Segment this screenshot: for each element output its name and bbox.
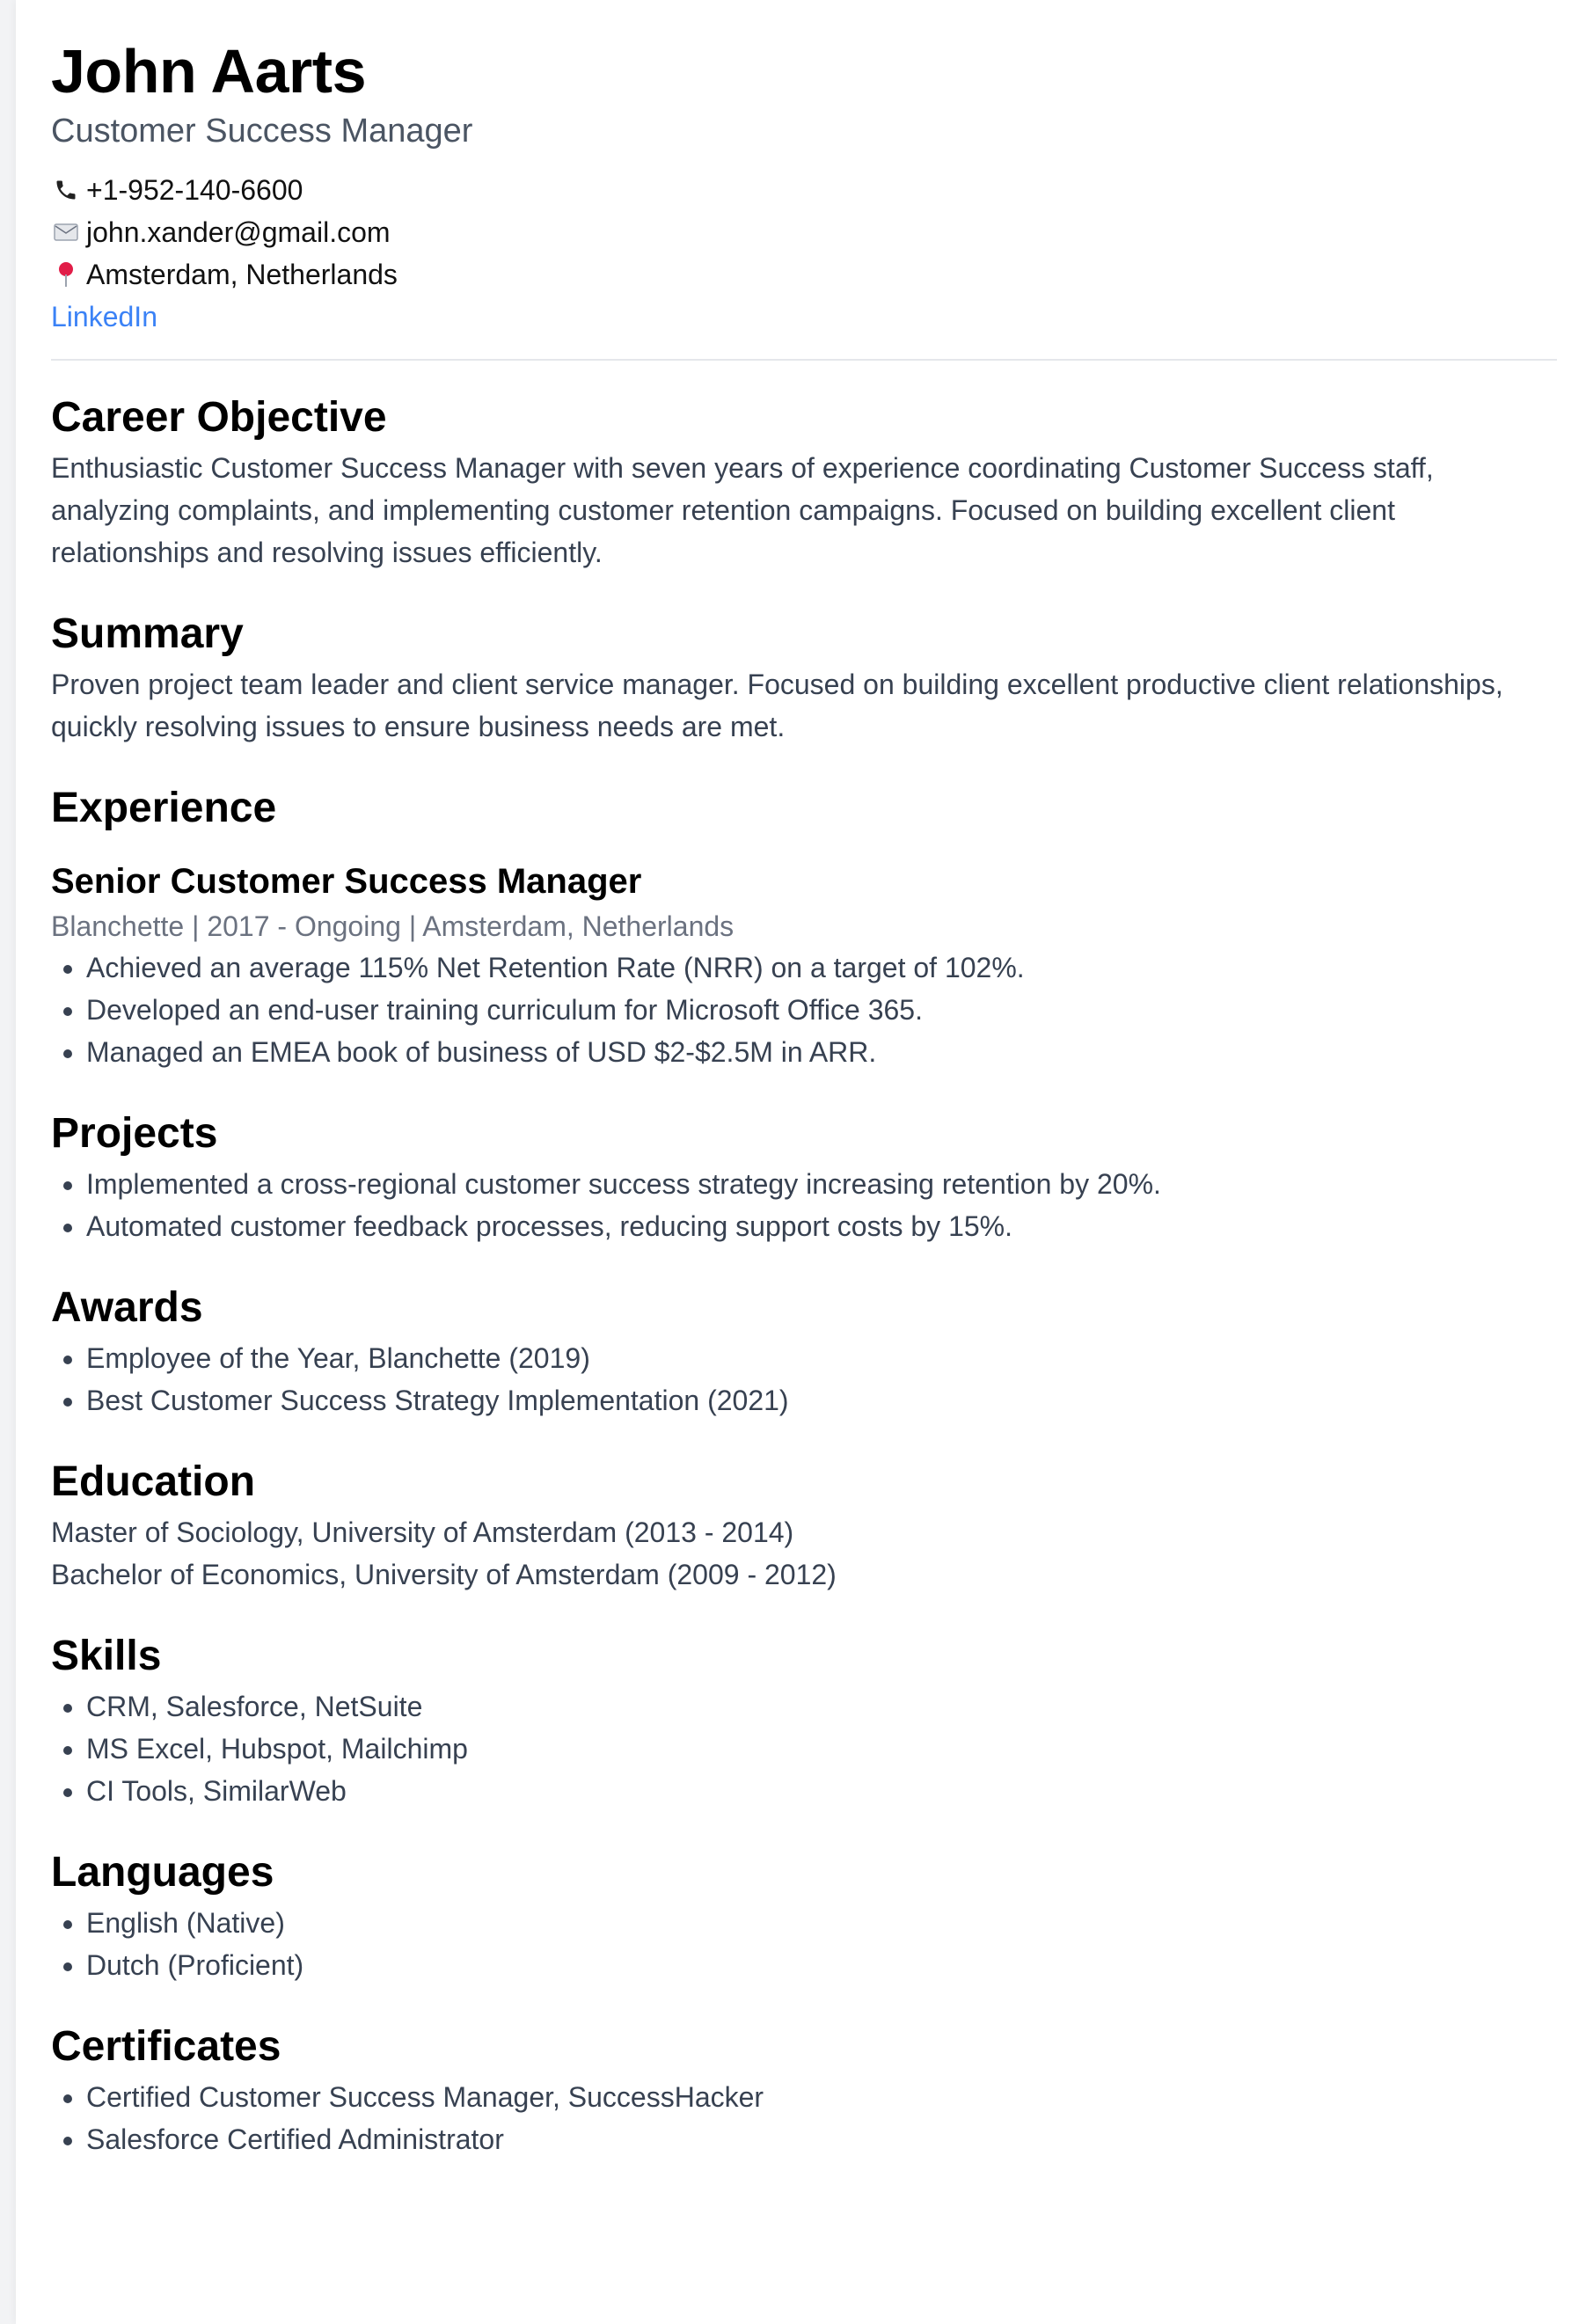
awards-section [51,1283,1557,1421]
contact-phone-text: +1-952-140-6600 [86,174,303,206]
list-item: • Developed an end-user training curriculum for Microsoft Office 365. [86,989,1557,1031]
career-objective-section [51,392,1557,574]
contact-location-text: Amsterdam, Netherlands [86,259,398,290]
list-item: • Employee of the Year, Blanchette (2019) [86,1337,1557,1379]
career-objective-text: Enthusiastic Customer Success Manager with seven years of experience coordinating Customer Success staff, analyzing complaints, and implementing customer retention campaigns. Focused on building excellent client relationships and resolving issues efficiently. [51,452,1434,568]
list-item: • Salesforce Certified Administrator [86,2118,1557,2160]
candidate-title: Customer Success Manager [51,113,473,150]
list-item: • Certified Customer Success Manager, SuccessHacker [86,2076,1557,2118]
section-heading: Education [51,1458,256,1505]
list-item: • CI Tools, SimilarWeb [86,1770,1557,1812]
experience-role [51,859,1557,1073]
experience-section [51,783,1557,1073]
resume-header [51,35,1557,338]
section-heading: Languages [51,1849,274,1896]
languages-section [51,1847,1557,1986]
header-divider [51,359,1557,361]
section-heading: Skills [51,1633,162,1679]
list-item: • Achieved an average 115% Net Retention Rate (NRR) on a target of 102%. [86,946,1557,989]
contact-email [51,211,1557,253]
role-title: Senior Customer Success Manager [51,862,642,901]
list-item: • Automated customer feedback processes, reducing support costs by 15%. [86,1205,1557,1247]
location-pin-icon [51,259,81,289]
section-heading: Career Objective [51,394,387,441]
candidate-name: John Aarts [51,37,367,106]
awards-list [51,1337,1557,1421]
education-section [51,1457,1557,1596]
list-item: • Dutch (Proficient) [86,1944,1557,1986]
certificates-list [51,2076,1557,2160]
list-item: • MS Excel, Hubspot, Mailchimp [86,1728,1557,1770]
section-heading: Awards [51,1284,203,1331]
projects-list [51,1163,1557,1247]
list-item: • English (Native) [86,1902,1557,1944]
resume-page [16,0,1586,2324]
languages-list [51,1902,1557,1986]
email-icon [51,217,81,247]
role-bullets [51,946,1557,1073]
phone-icon [51,175,81,205]
list-item: • Managed an EMEA book of business of USD $2-$2.5M in ARR. [86,1031,1557,1073]
contact-location [51,253,1557,296]
resume-content [51,35,1557,2196]
list-item: • Implemented a cross-regional customer success strategy increasing retention by 20%. [86,1163,1557,1205]
contact-email-text: john.xander@gmail.com [86,216,391,248]
education-entry: Bachelor of Economics, University of Amsterdam (2009 - 2012) [51,1559,837,1590]
section-heading: Summary [51,610,244,657]
linkedin-link[interactable]: LinkedIn [51,301,157,333]
projects-section [51,1108,1557,1247]
list-item: • Best Customer Success Strategy Implementation (2021) [86,1379,1557,1421]
contact-phone [51,169,1557,211]
section-heading: Projects [51,1110,218,1157]
skills-section [51,1631,1557,1812]
section-heading: Certificates [51,2023,281,2070]
role-meta: Blanchette | 2017 - Ongoing | Amsterdam, Netherlands [51,910,735,942]
section-heading: Experience [51,785,277,831]
list-item: • CRM, Salesforce, NetSuite [86,1685,1557,1728]
summary-section [51,609,1557,748]
certificates-section [51,2021,1557,2160]
skills-list [51,1685,1557,1812]
summary-text: Proven project team leader and client service manager. Focused on building excellent productive client relationships, quickly resolving issues to ensure business needs are met. [51,669,1503,742]
education-entry: Master of Sociology, University of Amsterdam (2013 - 2014) [51,1516,794,1548]
